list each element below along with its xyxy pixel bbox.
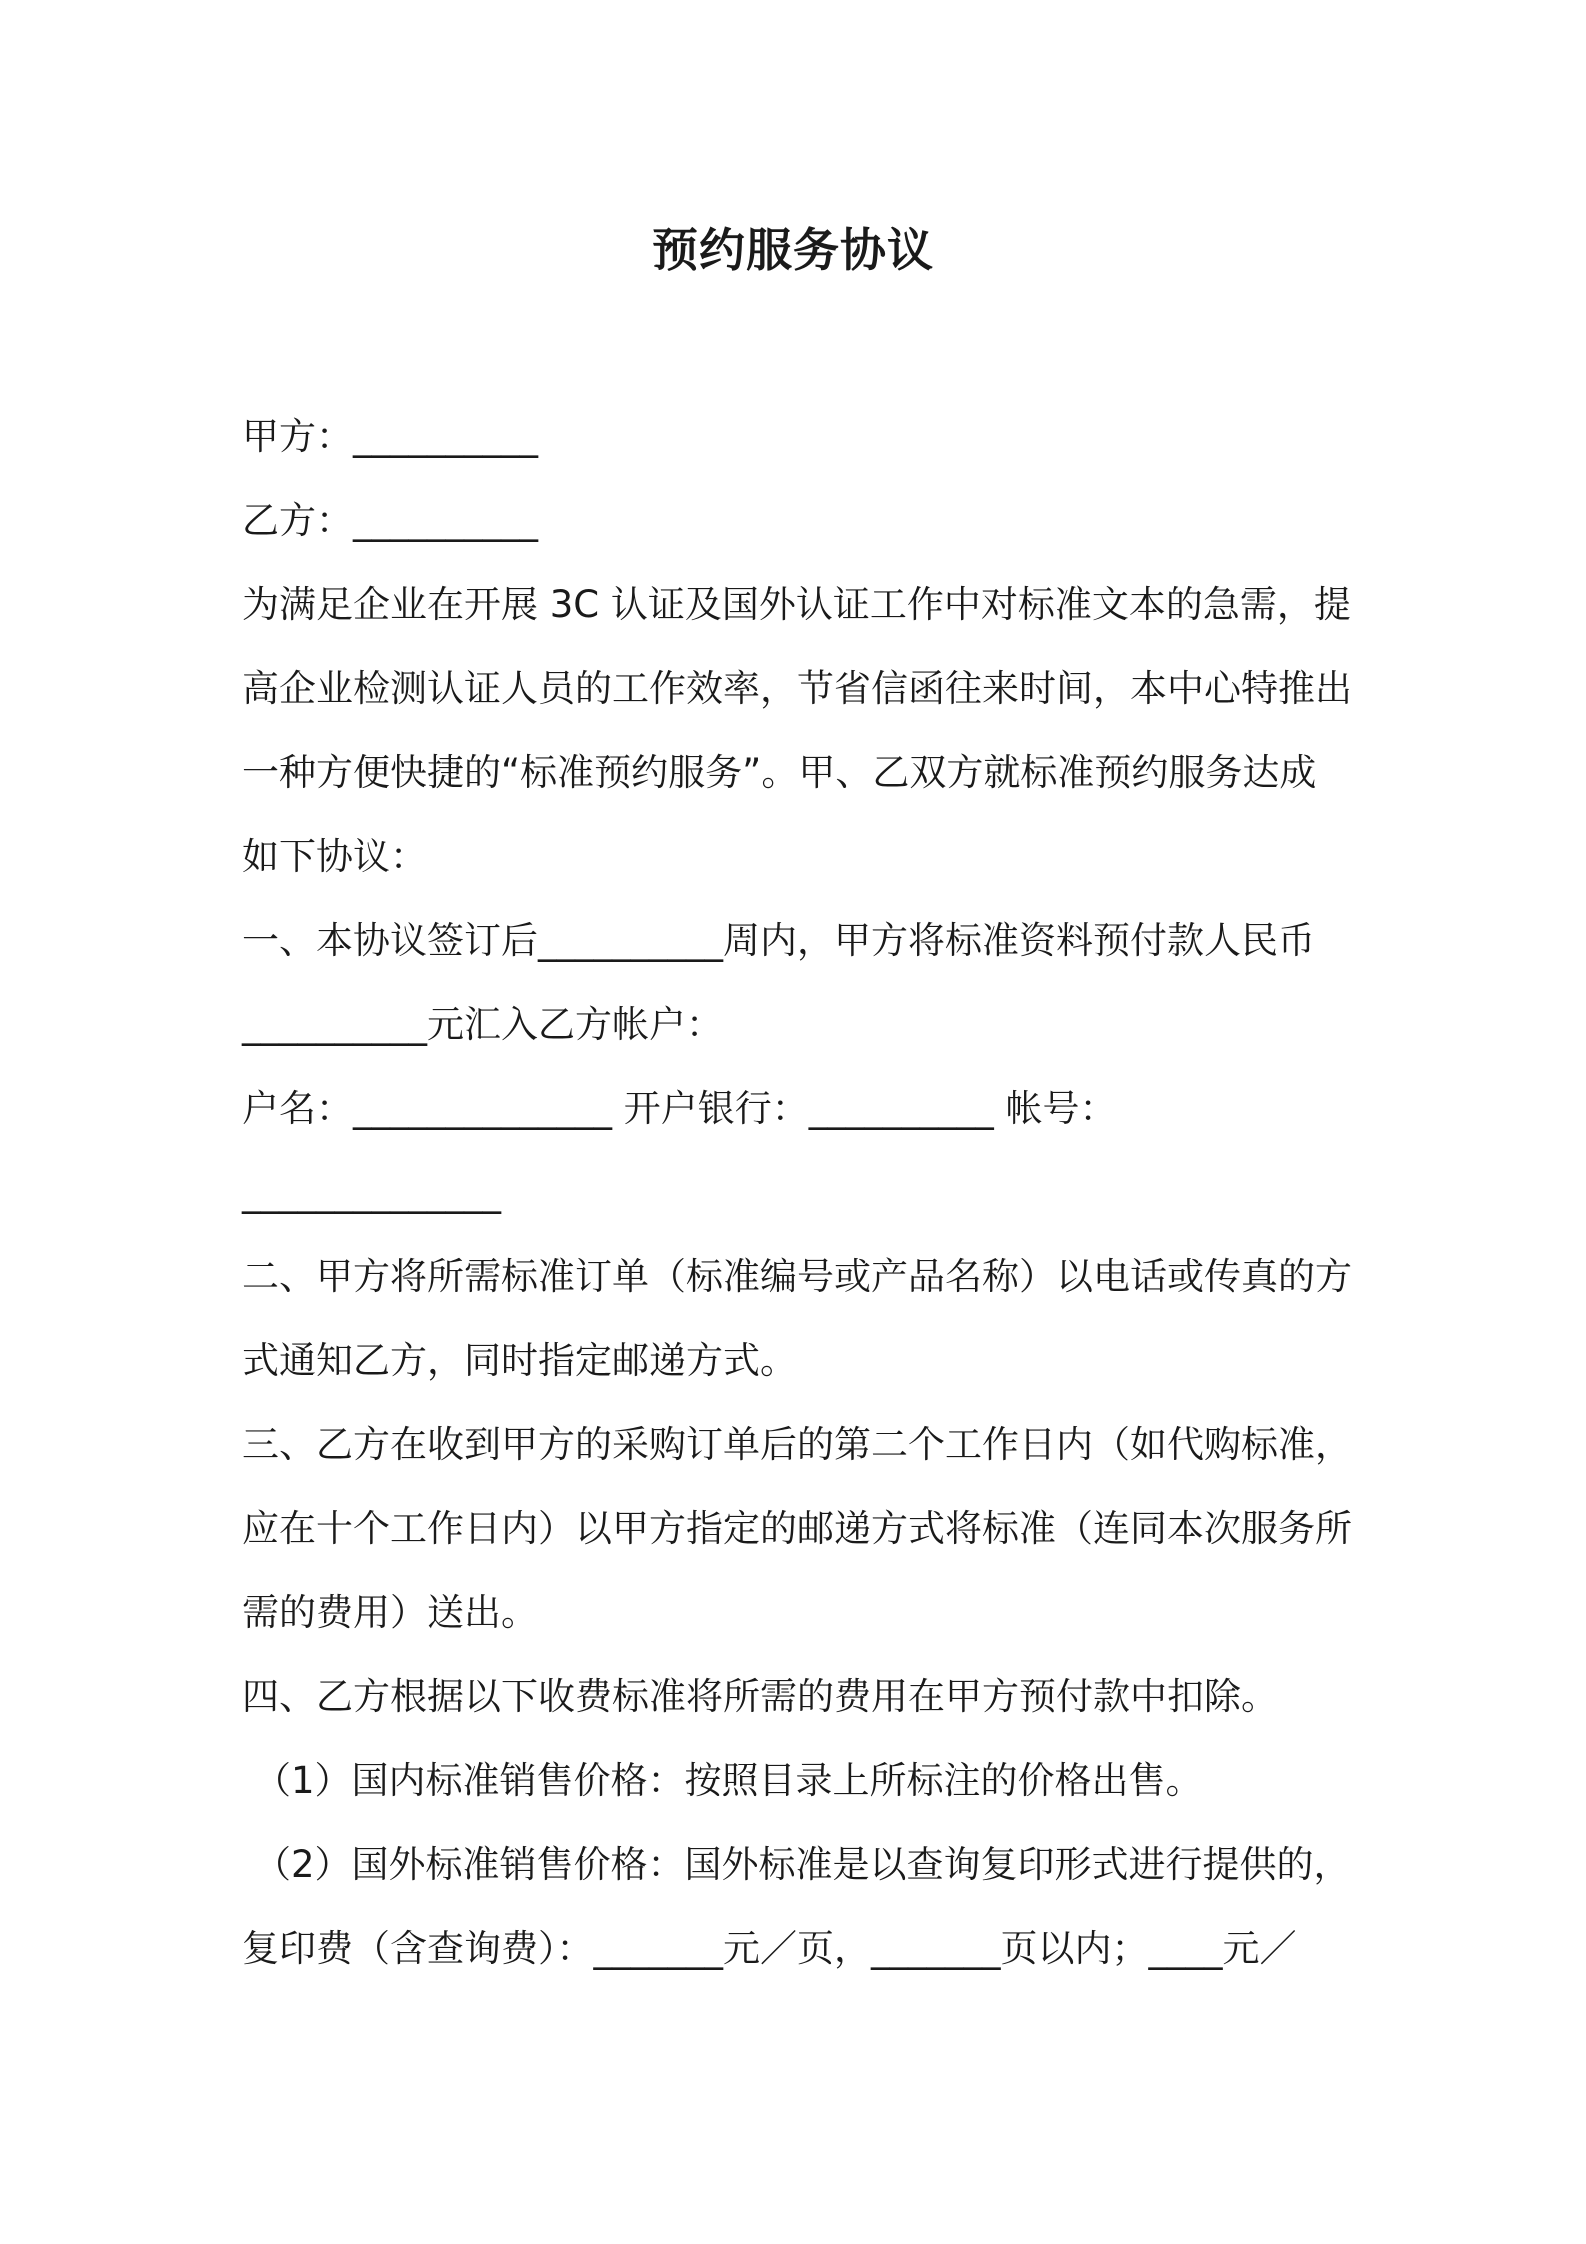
clause-1-line-1: 一、本协议签订后__________周内，甲方将标准资料预付款人民币 [242,919,1315,962]
clause-2-line-2: 式通知乙方，同时指定邮递方式。 [242,1339,797,1382]
clause-2-line-1: 二、甲方将所需标准订单（标准编号或产品名称）以电话或传真的方 [242,1255,1352,1298]
clause-4-item-2-cont: 复印费（含查询费）：_______元／页，_______页以内；____元／ [242,1927,1297,1970]
account-info-line: 户名：______________ 开户银行：__________ 帐号： [242,1087,1117,1130]
clause-3-line-1: 三、乙方在收到甲方的采购订单后的第二个工作日内（如代购标准， [242,1423,1352,1466]
intro-line-4: 如下协议： [242,835,427,878]
clause-3-line-3: 需的费用）送出。 [242,1591,538,1634]
intro-line-2: 高企业检测认证人员的工作效率，节省信函往来时间，本中心特推出 [242,667,1352,710]
document-title: 预约服务协议 [652,223,934,277]
intro-line-3: 一种方便快捷的“标准预约服务”。甲、乙双方就标准预约服务达成 [242,751,1317,794]
intro-line-1: 为满足企业在开展 3C 认证及国外认证工作中对标准文本的急需，提 [242,583,1351,626]
clause-1-line-2: __________元汇入乙方帐户： [242,1003,723,1046]
party-b-line: 乙方：__________ [242,499,538,542]
clause-4-line-1: 四、乙方根据以下收费标准将所需的费用在甲方预付款中扣除。 [242,1675,1278,1718]
clause-3-line-2: 应在十个工作日内）以甲方指定的邮递方式将标准（连同本次服务所 [242,1507,1352,1550]
party-a-line: 甲方：__________ [242,415,538,458]
clause-4-item-2: （2）国外标准销售价格：国外标准是以查询复印形式进行提供的， [254,1843,1351,1886]
clause-4-item-1: （1）国内标准销售价格：按照目录上所标注的价格出售。 [254,1759,1203,1802]
account-number-blank: ______________ [242,1171,501,1214]
